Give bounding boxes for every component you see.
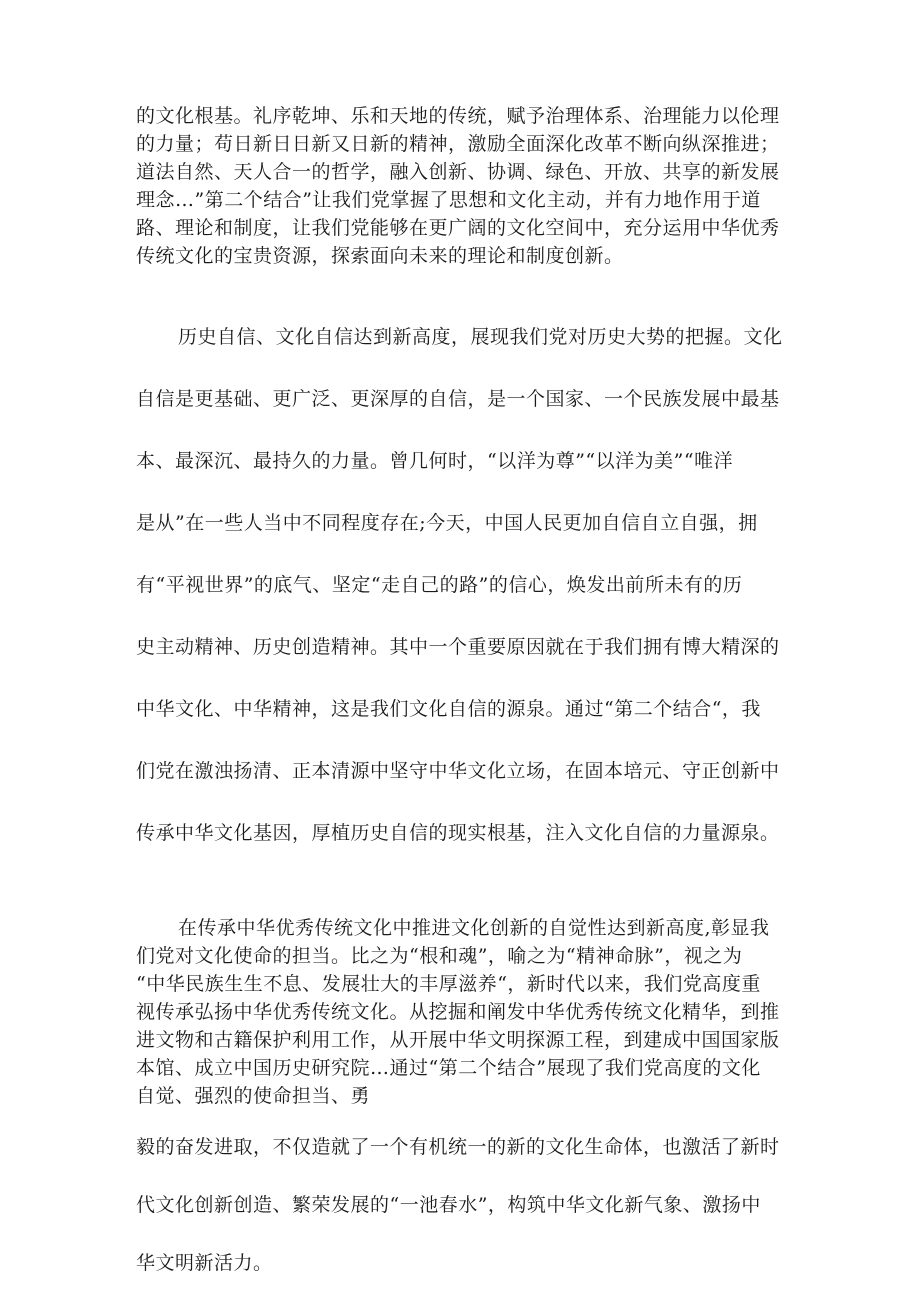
text-line: 本、最深沉、最持久的力量。曾几何时，“以洋为尊”“以洋为美”“唯洋 xyxy=(136,450,734,472)
text-line: 是从”在一些人当中不同程度存在;今天，中国人民更加自信自立自强，拥 xyxy=(136,512,758,534)
text-line: 理念…”第二个结合”让我们党掌握了思想和文化主动，并有力地作用于道 xyxy=(136,189,761,211)
text-line: 们党对文化使命的担当。比之为“根和魂”，喻之为“精神命脉”，视之为 xyxy=(136,945,743,967)
text-line: 们党在激浊扬清、正本清源中坚守中华文化立场，在固本培元、守正创新中 xyxy=(136,760,780,782)
text-line: 传承中华文化基因，厚植历史自信的现实根基，注入文化自信的力量源泉。 xyxy=(136,822,780,844)
text-line: 本馆、成立中国历史研究院…通过“第二个结合”展现了我们党高度的文化 xyxy=(136,1057,761,1079)
text-line: 中华文化、中华精神，这是我们文化自信的源泉。通过“第二个结合“，我 xyxy=(136,698,761,720)
text-line: 传统文化的宝贵资源，探索面向未来的理论和制度创新。 xyxy=(136,245,624,267)
text-line: 自觉、强烈的使命担当、勇 xyxy=(136,1085,371,1107)
text-line: 的文化根基。礼序乾坤、乐和天地的传统，赋予治理体系、治理能力以伦理 xyxy=(136,105,780,127)
text-line: 在传承中华优秀传统文化中推进文化创新的自觉性达到新高度,彰显我 xyxy=(178,917,770,939)
text-line: 有“平视世界”的底气、坚定“走自己的路”的信心，焕发出前所未有的历 xyxy=(136,574,743,596)
text-line: 进文物和古籍保护利用工作，从开展中华文明探源工程，到建成中国国家版 xyxy=(136,1029,780,1051)
text-line: 视传承弘扬中华优秀传统文化。从挖掘和阐发中华优秀传统文化精华，到推 xyxy=(136,1001,780,1023)
text-line: “中华民族生生不息、发展壮大的丰厚滋养“，新时代以来，我们党高度重 xyxy=(136,973,761,995)
text-line: 华文明新活力。 xyxy=(136,1252,273,1274)
text-line: 历史自信、文化自信达到新高度，展现我们党对历史大势的把握。文化 xyxy=(178,326,783,348)
text-line: 代文化创新创造、繁荣发展的“一池春水”，构筑中华文化新气象、激扬中 xyxy=(136,1194,761,1216)
text-line: 道法自然、天人合一的哲学，融入创新、协调、绿色、开放、共享的新发展 xyxy=(136,161,780,183)
text-line: 的力量；苟日新日日新又日新的精神，激励全面深化改革不断向纵深推进； xyxy=(136,133,780,155)
text-line: 毅的奋发进取，不仅造就了一个有机统一的新的文化生命体，也激活了新时 xyxy=(136,1136,780,1158)
text-line: 史主动精神、历史创造精神。其中一个重要原因就在于我们拥有博大精深的 xyxy=(136,636,780,658)
text-line: 路、理论和制度，让我们党能够在更广阔的文化空间中，充分运用中华优秀 xyxy=(136,217,780,239)
text-line: 自信是更基础、更广泛、更深厚的自信，是一个国家、一个民族发展中最基 xyxy=(136,388,780,410)
